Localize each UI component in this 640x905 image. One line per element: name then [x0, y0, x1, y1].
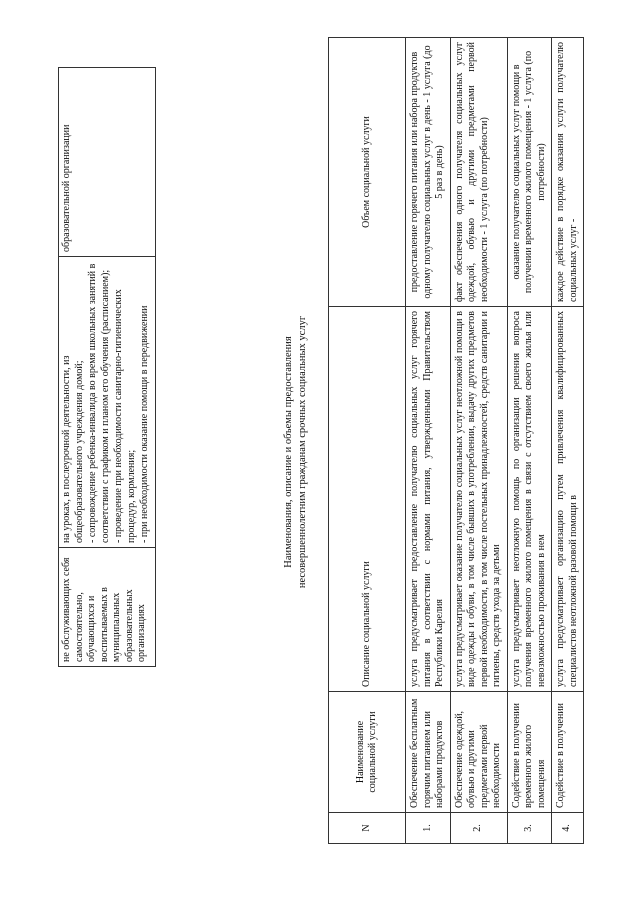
table-row [552, 38, 584, 844]
cell-line: организациях [136, 604, 147, 662]
header-volume: Объем социальной услуги [329, 38, 406, 307]
row-volume: каждое действие в порядке оказания услуги получателю социальных услуг - [552, 38, 584, 307]
cell-line: муниципальных [111, 592, 122, 662]
table-row [507, 38, 552, 844]
table-row [450, 38, 507, 844]
volume-cell: образовательной организации [59, 68, 156, 257]
row-volume: факт обеспечения одного получателя социальных услуг одеждой, обувью и другими предметами первой необходимости - 1 услуга (по потребности) [450, 38, 507, 307]
list-item: - проведение при необходимости санитарно-гигиенических процедур, кормления; [113, 289, 137, 543]
row-description: услуга предусматривает организацию путем привлечения квалифицированных специалистов неотложной разовой помощи в [552, 307, 584, 692]
row-volume: предоставление горячего питания или набора продуктов одному получателю социальных услуг в день - 1 услуга (до 5 раз в день) [406, 38, 451, 307]
description-cell [59, 257, 156, 548]
urgent-services-table [328, 37, 584, 844]
section-heading [282, 52, 310, 852]
list-item: - при необходимости оказание помощи в передвижении [139, 305, 150, 543]
row-description: услуга предусматривает неотложную помощь по организации решения вопроса получения временного жилого помещения в связи с отсутствием своего жилья или невозможностью проживания в нем [507, 307, 552, 692]
list-item: - сопровождение ребенка-инвалида во время школьных занятий в соответствии с графиком и планом его обучения (расписанием); [87, 263, 111, 543]
table-row [59, 68, 156, 667]
row-number: 3. [507, 813, 552, 844]
description-list [61, 261, 152, 543]
cell-line: не обслуживающих себя [61, 557, 72, 662]
row-name: Содействие в получении [552, 692, 584, 813]
row-name: Обеспечение одеждой, обувью и другими предметами первой необходимости [450, 692, 507, 813]
row-description: услуга предусматривает оказание получателю социальных услуг неотложной помощи в виде одежды и обуви, в том числе бывших в употреблении, выдачу других предметов первой необходимости, в том числе постельных принадлежностей, средств санитарии и гигиены, средств ухода за детьми [450, 307, 507, 692]
cell-line: образовательных [123, 589, 135, 662]
header-name: Наименование социальной услуги [329, 692, 406, 813]
header-description: Описание социальной услуги [329, 307, 406, 692]
cell-line: самостоятельно, [73, 592, 85, 662]
row-number: 2. [450, 813, 507, 844]
row-description: услуга предусматривает предоставление получателю социальных услуг горячего питания в соответствии с нормами питания, утвержденными Правительством Республики Карелия [406, 307, 451, 692]
cell-line: обучающихся и [86, 595, 97, 662]
row-number: 4. [552, 813, 584, 844]
row-number: 1. [406, 813, 451, 844]
row-name: Содействие в получении временного жилого помещения [507, 692, 552, 813]
heading-line-1: Наименования, описание и объемы предоставления [283, 336, 294, 568]
table-row [406, 38, 451, 844]
header-number: N [329, 813, 406, 844]
row-name: Обеспечение бесплатным горячим питанием или наборами продуктов [406, 692, 451, 813]
cell-line: воспитываемых в [98, 587, 110, 662]
list-item: на уроках, в послеурочной деятельности, из общеобразовательного учреждения домой; [61, 355, 85, 543]
rotated-sheet [50, 42, 590, 852]
row-volume: оказание получателю социальных услуг помощи в получении временного жилого помещения - 1 услуга (по потребности) [507, 38, 552, 307]
continued-table [58, 67, 156, 667]
table-header-row [329, 38, 406, 844]
recipient-cell [59, 548, 156, 667]
heading-line-2: несовершеннолетним гражданам срочных социальных услуг [297, 315, 309, 589]
